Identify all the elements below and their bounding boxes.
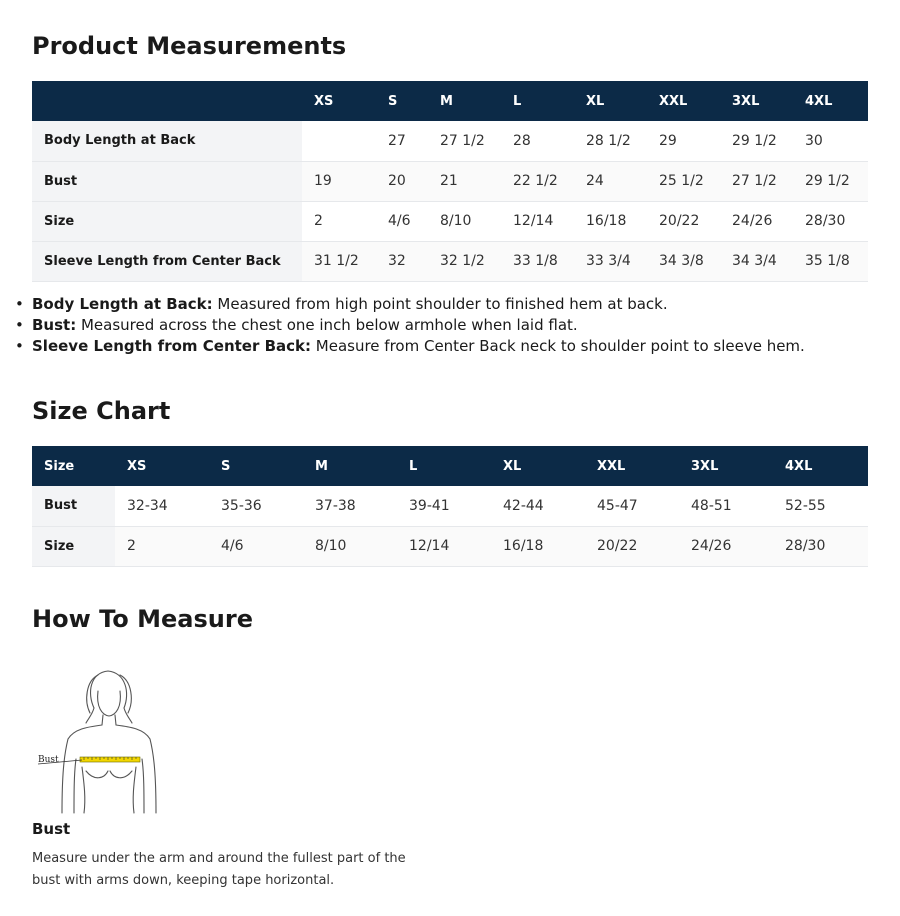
row-header: Body Length at Back	[32, 121, 302, 161]
table-cell: 32	[376, 241, 428, 281]
table-cell: 42-44	[503, 497, 544, 514]
table-row	[32, 121, 868, 161]
table-cell: 31 1/2	[302, 241, 376, 281]
table-cell: 29	[659, 132, 677, 149]
table-cell: 39-41	[409, 497, 450, 514]
column-header: 4XL	[805, 93, 833, 109]
section-title-how-to-measure: How To Measure	[32, 605, 253, 633]
table-cell: 2	[314, 213, 323, 229]
column-header	[32, 81, 302, 121]
bullet-icon: •	[15, 337, 24, 355]
table-cell: 29 1/2	[793, 161, 868, 201]
note-term: Bust:	[32, 316, 77, 334]
list-item	[15, 294, 805, 315]
table-cell: 37-38	[315, 497, 356, 514]
table-cell: 16/18	[491, 526, 585, 566]
table-row	[32, 241, 868, 281]
column-header: M	[315, 458, 328, 474]
column-header: 4XL	[785, 458, 813, 474]
note-text: Measured across the chest one inch below armhole when laid flat.	[76, 316, 578, 334]
table-cell: 8/10	[303, 526, 397, 566]
table-cell: 12/14	[513, 213, 554, 229]
table-header-row	[32, 446, 868, 486]
bust-measure-illustration	[32, 663, 184, 815]
woman-outline-icon	[32, 663, 184, 815]
table-cell: 29 1/2	[732, 132, 777, 149]
table-header-row	[32, 81, 868, 121]
table-row	[32, 161, 868, 201]
table-cell: 48-51	[691, 497, 732, 514]
table-cell: 16/18	[586, 213, 627, 229]
size-chart-table	[32, 446, 868, 567]
column-header: XS	[314, 93, 334, 109]
table-row	[32, 526, 868, 566]
column-header: Size	[44, 458, 75, 474]
column-header: L	[513, 93, 522, 109]
table-cell: 20/22	[585, 526, 679, 566]
list-item	[15, 336, 805, 357]
table-cell: 24/26	[732, 213, 773, 229]
table-cell: 12/14	[397, 526, 491, 566]
table-row	[32, 486, 868, 526]
table-cell: 24/26	[679, 526, 773, 566]
table-cell: 22 1/2	[501, 161, 574, 201]
table-cell: 20	[376, 161, 428, 201]
column-header: S	[388, 93, 398, 109]
section-title-size-chart: Size Chart	[32, 397, 171, 425]
table-cell: 2	[115, 526, 209, 566]
column-header: XXL	[659, 93, 688, 109]
table-cell: 30	[805, 132, 823, 149]
table-cell: 27	[388, 132, 406, 149]
table-cell: 33 3/4	[574, 241, 647, 281]
row-header: Bust	[32, 486, 115, 526]
table-cell: 4/6	[388, 213, 411, 229]
column-header: XL	[586, 93, 605, 109]
table-cell: 20/22	[659, 213, 700, 229]
row-header: Size	[32, 201, 302, 241]
table-cell: 45-47	[597, 497, 638, 514]
note-text: Measured from high point shoulder to finished hem at back.	[212, 295, 668, 313]
table-cell	[302, 121, 376, 161]
row-header: Bust	[32, 161, 302, 201]
column-header: XXL	[597, 458, 626, 474]
column-header: M	[440, 93, 453, 109]
table-cell: 27 1/2	[440, 132, 485, 149]
column-header: 3XL	[691, 458, 719, 474]
table-cell: 28	[513, 132, 531, 149]
table-cell: 4/6	[209, 526, 303, 566]
note-term: Sleeve Length from Center Back:	[32, 337, 312, 355]
column-header: S	[221, 458, 231, 474]
note-text: Measure from Center Back neck to shoulder point to sleeve hem.	[311, 337, 805, 355]
column-header: XL	[503, 458, 522, 474]
note-term: Body Length at Back:	[32, 295, 213, 313]
table-cell: 28 1/2	[586, 132, 631, 149]
table-cell: 28/30	[773, 526, 868, 566]
caption-text: Measure under the arm and around the fullest part of the bust with arms down, keeping tape horizontal.	[32, 851, 406, 888]
row-header: Size	[32, 526, 115, 566]
bullet-icon: •	[15, 316, 24, 334]
column-header: L	[409, 458, 418, 474]
table-cell: 34 3/8	[647, 241, 720, 281]
table-cell: 32 1/2	[428, 241, 501, 281]
table-cell: 25 1/2	[647, 161, 720, 201]
table-cell: 28/30	[805, 213, 846, 229]
table-cell: 33 1/8	[501, 241, 574, 281]
bust-figure-label: Bust	[38, 755, 59, 765]
table-cell: 35 1/8	[793, 241, 868, 281]
table-cell: 32-34	[127, 497, 168, 514]
table-cell: 24	[574, 161, 647, 201]
table-cell: 52-55	[785, 497, 826, 514]
product-measurements-table	[32, 81, 868, 282]
column-header: 3XL	[732, 93, 760, 109]
list-item	[15, 315, 805, 336]
caption-title: Bust	[32, 820, 71, 838]
row-header: Sleeve Length from Center Back	[32, 241, 302, 281]
column-header: XS	[127, 458, 147, 474]
table-cell: 27 1/2	[720, 161, 793, 201]
measurement-notes-list	[15, 294, 805, 357]
table-cell: 35-36	[221, 497, 262, 514]
section-title-product-measurements: Product Measurements	[32, 32, 347, 60]
table-row	[32, 201, 868, 241]
table-cell: 8/10	[440, 213, 472, 229]
table-cell: 21	[428, 161, 501, 201]
table-cell: 34 3/4	[720, 241, 793, 281]
table-cell: 19	[302, 161, 376, 201]
bullet-icon: •	[15, 295, 24, 313]
